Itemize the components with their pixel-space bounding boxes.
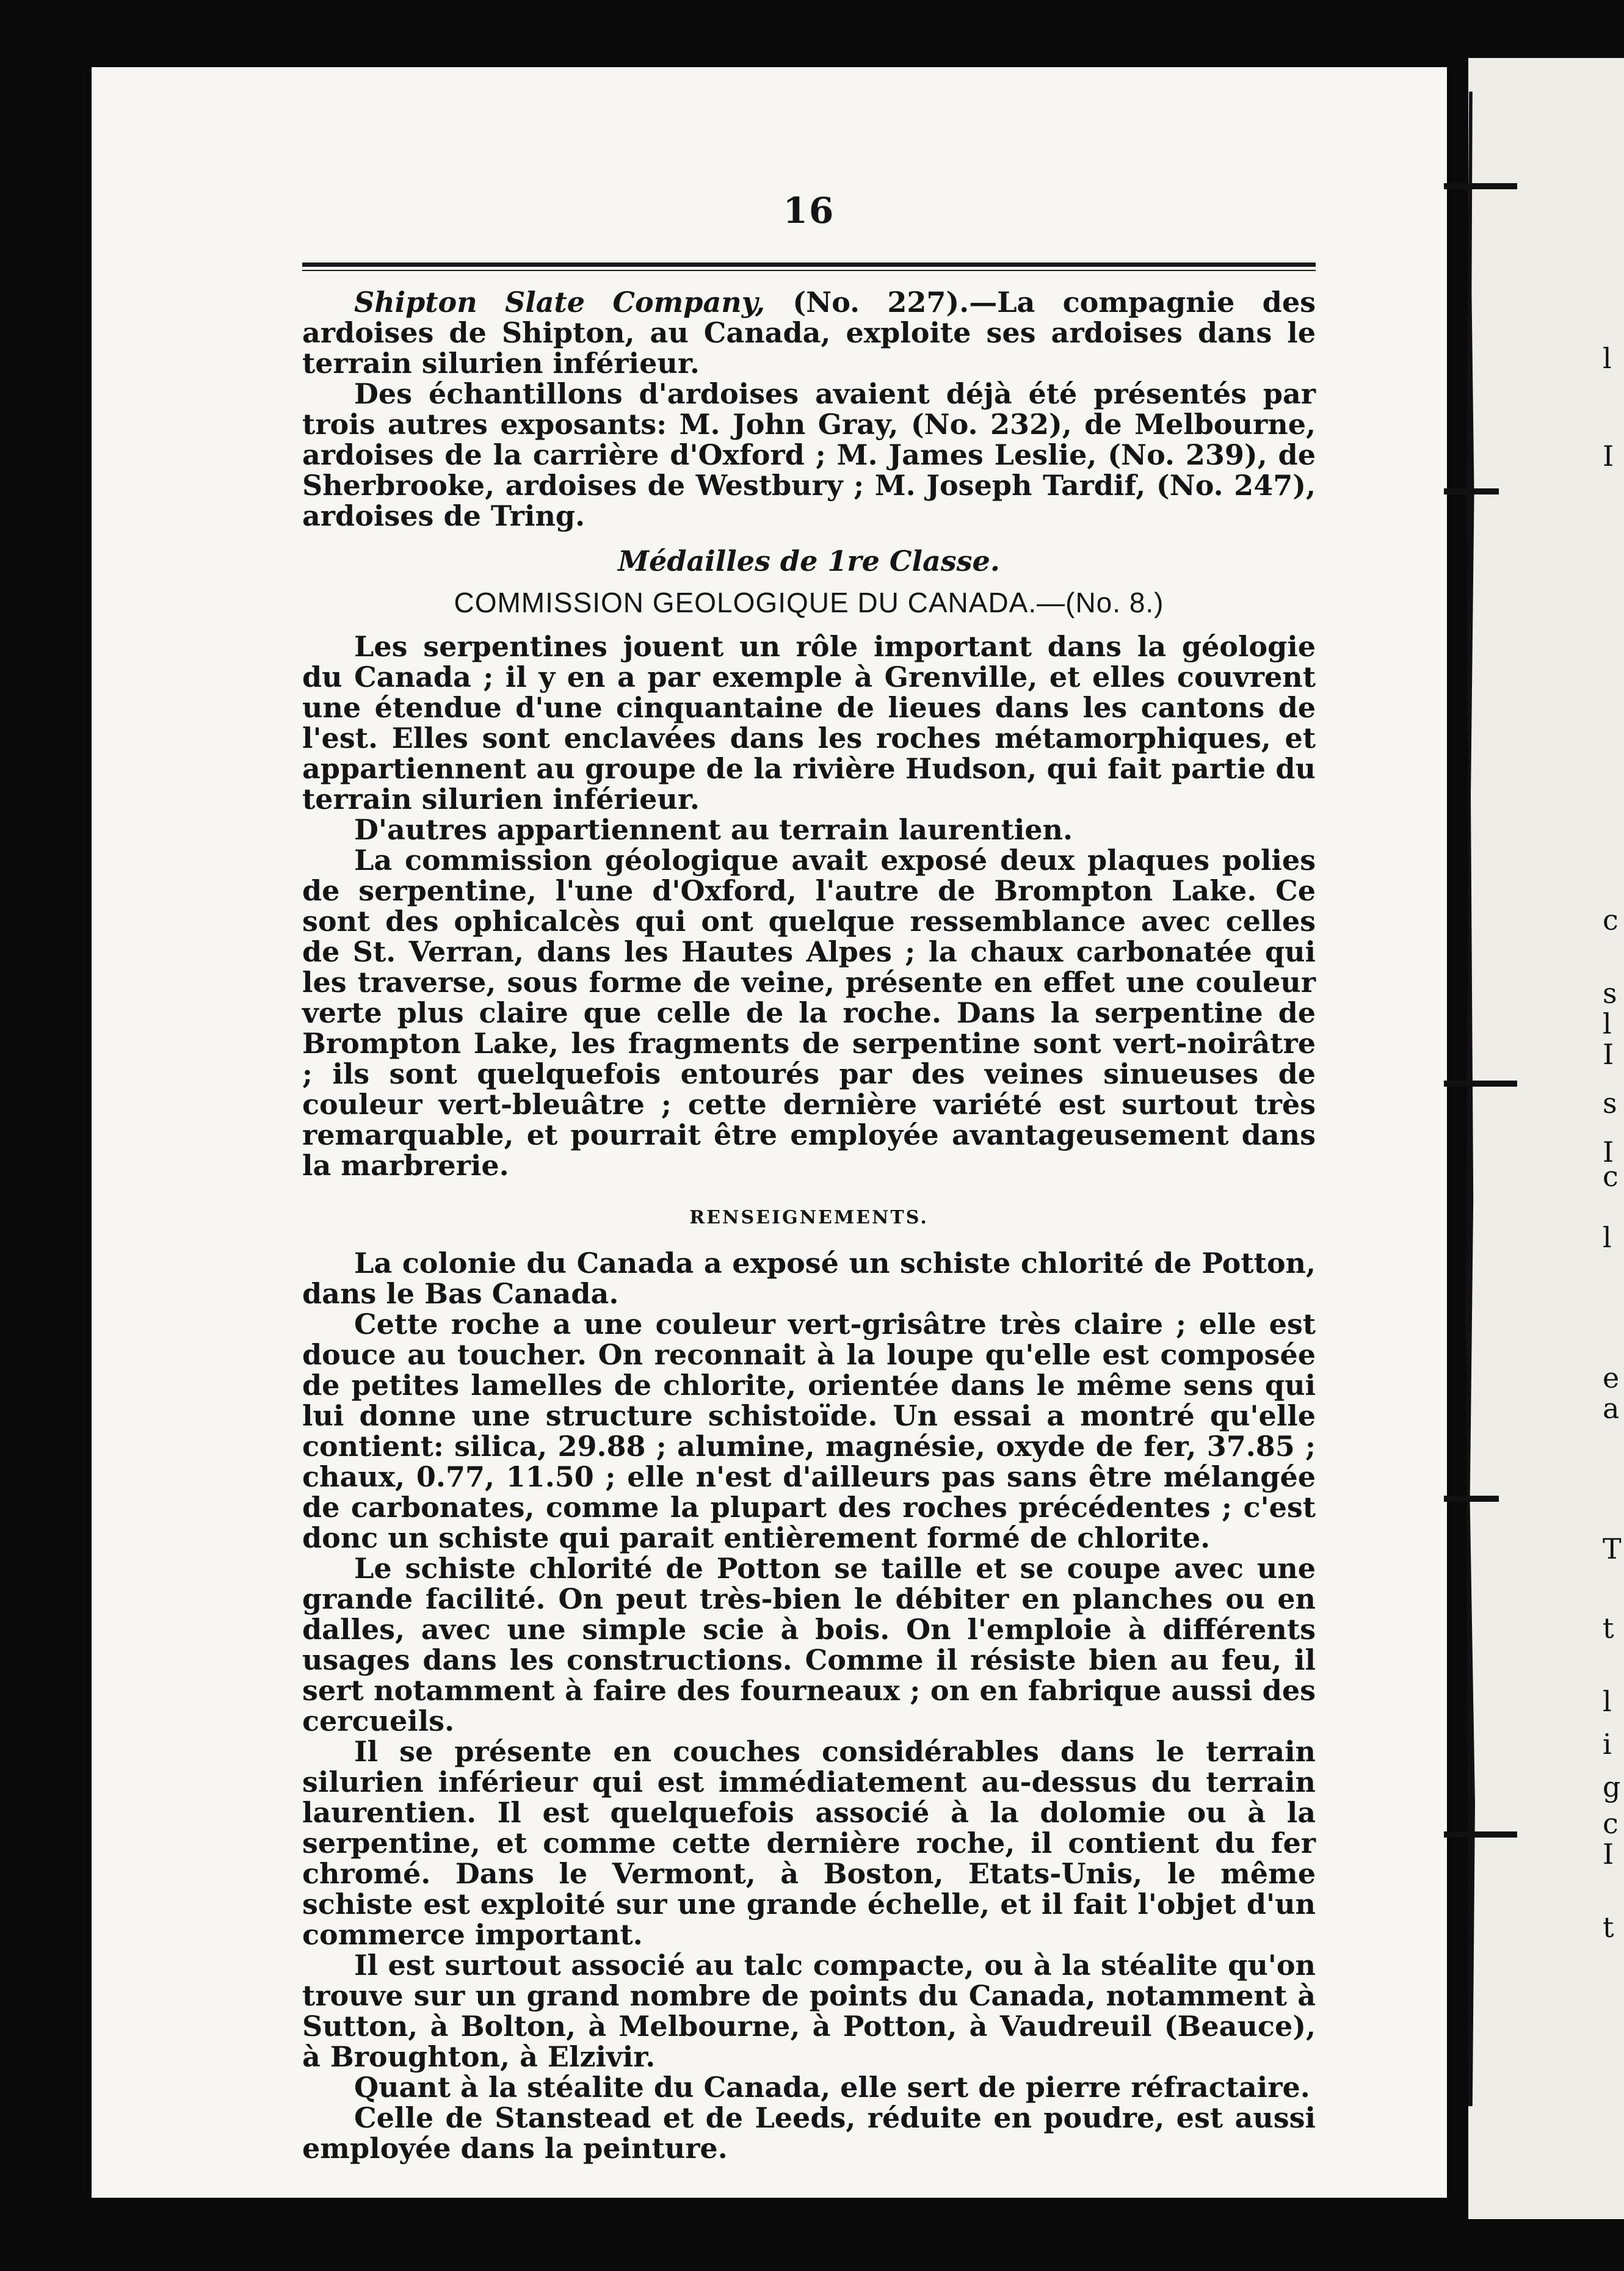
edge-tick (1444, 488, 1499, 494)
paragraph-laurentien: D'autres appartiennent au terrain laurentien. (354, 813, 1073, 846)
commission-heading: COMMISSION GEOLOGIQUE DU CANADA.—(No. 8.) (454, 587, 1164, 618)
sliver-letter: t (1603, 1612, 1614, 1645)
page-content (302, 190, 1316, 2165)
paragraph-couches: Il se présente en couches considérables dans le terrain silurien inférieur qui est immédiatement au-dessus du terrain laurentien. Il est quelquefois associé à la dolomie ou à la serpentine, et comme cette dernière roche, il contient du fer chromé. Dans le Vermont, à Boston, Etats-Unis, le même schiste est exploité sur une grande échelle, et il fait l'objet d'un commerce important. (302, 1735, 1316, 1951)
paragraph-stealite: Quant à la stéalite du Canada, elle sert de pierre réfractaire. (354, 2071, 1310, 2104)
paragraph-shipton (302, 287, 1316, 378)
sliver-letter: l (1603, 1007, 1612, 1040)
sliver-letter: l (1603, 1221, 1612, 1254)
sliver-letter: I (1603, 1838, 1614, 1871)
sliver-letter: t (1603, 1911, 1614, 1944)
renseignements-heading: RENSEIGNEMENTS. (689, 1207, 929, 1228)
sliver-letter: i (1603, 1728, 1612, 1761)
sliver-letter: c (1603, 904, 1619, 936)
paragraph-talc: Il est surtout associé au talc compacte, ou à la stéalite qu'on trouve sur un grand nombre de points du Canada, notamment à Sutton, à Bolton, à Melbourne, à Potton, à Vaudreuil (Beauce), à Broughton, à Elzivir. (302, 1949, 1316, 2073)
company-name: Shipton Slate Company, (354, 286, 766, 319)
paragraph-shipton-text: (No. 227).—La compagnie des ardoises de Shipton, au Canada, exploite ses ardoises dans le terrain silurien inférieur. (302, 286, 1316, 380)
sliver-letter: g (1603, 1770, 1621, 1803)
paragraph-schiste: La colonie du Canada a exposé un schiste chlorité de Potton, dans le Bas Canada. (302, 1247, 1316, 1310)
edge-tick (1444, 183, 1517, 189)
paragraph-peinture: Celle de Stanstead et de Leeds, réduite en poudre, est aussi employée dans la peinture. (302, 2101, 1316, 2165)
sliver-letter: s (1603, 977, 1617, 1010)
sliver-letter: a (1603, 1392, 1620, 1425)
edge-tick (1444, 1831, 1517, 1838)
sliver-letter: c (1603, 1160, 1619, 1193)
header-rule (302, 263, 1316, 271)
edge-tick (1444, 1496, 1499, 1502)
edge-tick (1444, 1081, 1517, 1087)
paragraph-serpentines: Les serpentines jouent un rôle important dans la géologie du Canada ; il y en a par exemple à Grenville, et elles couvrent une étendue d'une cinquantaine de lieues dans les cantons de l'est. Elles sont enclavées dans les roches métamorphiques, et appartiennent au groupe de la rivière Hudson, qui fait partie du terrain silurien inférieur. (302, 630, 1316, 816)
sliver-letter: l (1603, 342, 1612, 375)
medals-heading: Médailles de 1re Classe. (618, 545, 1000, 578)
paragraph-taille: Le schiste chlorité de Potton se taille et se coupe avec une grande facilité. On peut très-bien le débiter en planches ou en dalles, avec une simple scie à bois. On l'emploie à différents usages dans les constructions. Comme il résiste bien au feu, il sert notamment à faire des fourneaux ; on en fabrique aussi des cercueils. (302, 1552, 1316, 1737)
paragraph-exposants: Des échantillons d'ardoises avaient déjà été présentés par trois autres exposants: M. John Gray, (No. 232), de Melbourne, ardoises de la carrière d'Oxford ; M. James Leslie, (No. 239), de Sherbrooke, ardoises de Westbury ; M. Joseph Tardif, (No. 247), ardoises de Tring. (302, 377, 1316, 532)
sliver-letter: I (1603, 440, 1614, 473)
sliver-letter: I (1603, 1136, 1614, 1168)
sliver-letter: T (1603, 1532, 1622, 1565)
sliver-letter: l (1603, 1685, 1612, 1718)
paragraph-plaques: La commission géologique avait exposé deux plaques polies de serpentine, l'une d'Oxford, l'autre de Brompton Lake. Ce sont des ophicalcès qui ont quelque ressemblance avec celles de St. Verran, dans les Hautes Alpes ; la chaux carbonatée qui les traverse, sous forme de veine, présente en effet une couleur verte plus claire que celle de la roche. Dans la serpentine de Brompton Lake, les fragments de serpentine sont vert-noirâtre ; ils sont quelquefois entourés par des veines sinueuses de couleur vert-bleuâtre ; cette dernière variété est surtout très remarquable, et pourrait être employée avantageusement dans la marbrerie. (302, 844, 1316, 1182)
sliver-letter: c (1603, 1807, 1619, 1840)
sliver-letter: e (1603, 1361, 1620, 1394)
paragraph-roche: Cette roche a une couleur vert-grisâtre très claire ; elle est douce au toucher. On reconnait à la loupe qu'elle est composée de petites lamelles de chlorite, orientée dans le même sens qui lui donne une structure schistoïde. Un essai a montré qu'elle contient: silica, 29.88 ; alumine, magnésie, oxyde de fer, 37.85 ; chaux, 0.77, 11.50 ; elle n'est d'ailleurs pas sans être mélangée de carbonates, comme la plupart des roches précédentes ; c'est donc un schiste qui parait entièrement formé de chlorite. (302, 1308, 1316, 1554)
adjacent-page-sliver (1468, 58, 1624, 2219)
page-number: 16 (783, 190, 835, 231)
sliver-letter: I (1603, 1038, 1614, 1071)
sliver-letter: s (1603, 1087, 1617, 1120)
